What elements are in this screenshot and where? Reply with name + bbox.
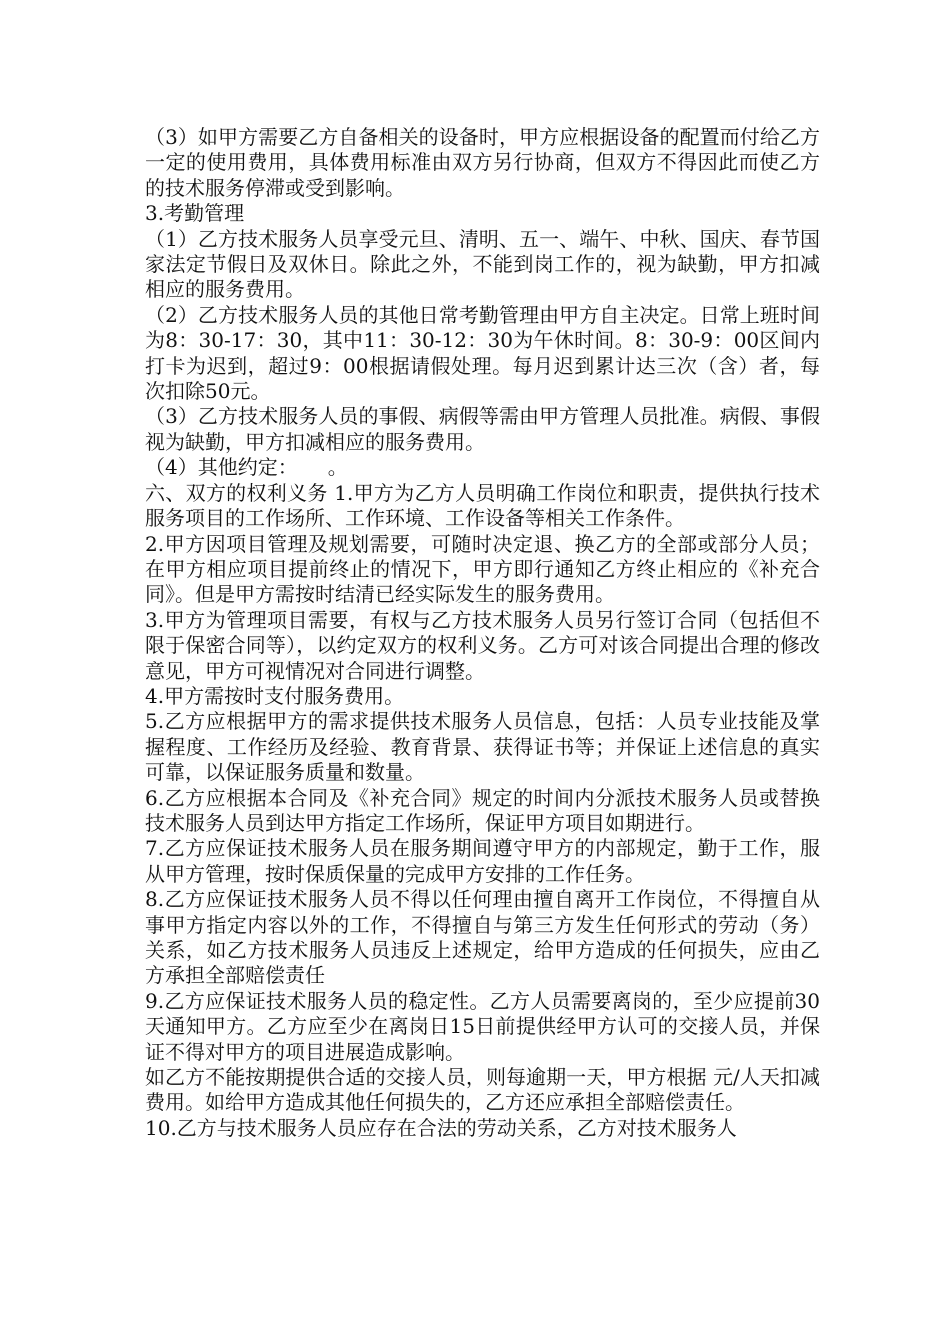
paragraph-rights-obligations-10: 10.乙方与技术服务人员应存在合法的劳动关系，乙方对技术服务人 — [145, 1115, 737, 1140]
paragraph-rights-obligations-8: 8.乙方应保证技术服务人员不得以任何理由擅自离开工作岗位，不得擅自从事甲方指定内容以外的工作，不得擅自与第三方发生任何形式的劳动（务）关系，如乙方技术服务人员违反上述规定，给甲方造成的任何损失，应由乙方承担全部赔偿责任 — [145, 887, 820, 988]
paragraph-rights-obligations-9: 9.乙方应保证技术服务人员的稳定性。乙方人员需要离岗的，至少应提前30天通知甲方。乙方应至少在离岗日15日前提供经甲方认可的交接人员，并保证不得对甲方的项目进展造成影响。 — [145, 988, 820, 1064]
paragraph-rights-obligations-7: 7.乙方应保证技术服务人员在服务期间遵守甲方的内部规定，勤于工作，服从甲方管理，按时保质保量的完成甲方安排的工作任务。 — [145, 836, 820, 886]
paragraph-equipment-fee: （3）如甲方需要乙方自备相关的设备时，甲方应根据设备的配置而付给乙方一定的使用费用，具体费用标准由双方另行协商，但双方不得因此而使乙方的技术服务停滞或受到影响。 — [145, 125, 820, 200]
paragraph-holidays: （1）乙方技术服务人员享受元旦、清明、五一、端午、中秋、国庆、春节国家法定节假日及双休日。除此之外，不能到岗工作的，视为缺勤，甲方扣减相应的服务费用。 — [145, 226, 820, 302]
paragraph-rights-obligations-4: 4.甲方需按时支付服务费用。 — [145, 683, 405, 708]
paragraph-other-agreement: （4）其他约定： 。 — [145, 455, 348, 480]
paragraph-working-hours: （2）乙方技术服务人员的其他日常考勤管理由甲方自主决定。日常上班时间为8：30-17：30，其中11：30-12：30为午休时间。8：30-9：00区间内打卡为迟到，超过9：00根据请假处理。每月迟到累计达三次（含）者，每次扣除50元。 — [145, 302, 820, 404]
section-heading-attendance: 3.考勤管理 — [145, 201, 245, 226]
paragraph-rights-obligations-2: 2.甲方因项目管理及规划需要，可随时决定退、换乙方的全部或部分人员；在甲方相应项目提前终止的情况下，甲方即行通知乙方终止相应的《补充合同》。但是甲方需按时结清已经实际发生的服务费用。 — [145, 531, 820, 607]
paragraph-leave: （3）乙方技术服务人员的事假、病假等需由甲方管理人员批准。病假、事假视为缺勤，甲方扣减相应的服务费用。 — [145, 404, 820, 454]
paragraph-rights-obligations-5: 5.乙方应根据甲方的需求提供技术服务人员信息，包括：人员专业技能及掌握程度、工作经历及经验、教育背景、获得证书等；并保证上述信息的真实可靠，以保证服务质量和数量。 — [145, 709, 820, 785]
paragraph-rights-obligations-1: 六、双方的权利义务 1.甲方为乙方人员明确工作岗位和职责，提供执行技术服务项目的工作场所、工作环境、工作设备等相关工作条件。 — [145, 480, 820, 531]
paragraph-rights-obligations-3: 3.甲方为管理项目需要，有权与乙方技术服务人员另行签订合同（包括但不限于保密合同等），以约定双方的权利义务。乙方可对该合同提出合理的修改意见，甲方可视情况对合同进行调整。 — [145, 607, 820, 683]
paragraph-handover-penalty: 如乙方不能按期提供合适的交接人员，则每逾期一天，甲方根据 元/人天扣减费用。如给甲方造成其他任何损失的，乙方还应承担全部赔偿责任。 — [145, 1065, 820, 1115]
paragraph-rights-obligations-6: 6.乙方应根据本合同及《补充合同》规定的时间内分派技术服务人员或替换技术服务人员到达甲方指定工作场所，保证甲方项目如期进行。 — [145, 785, 820, 835]
document-page — [145, 125, 820, 1141]
